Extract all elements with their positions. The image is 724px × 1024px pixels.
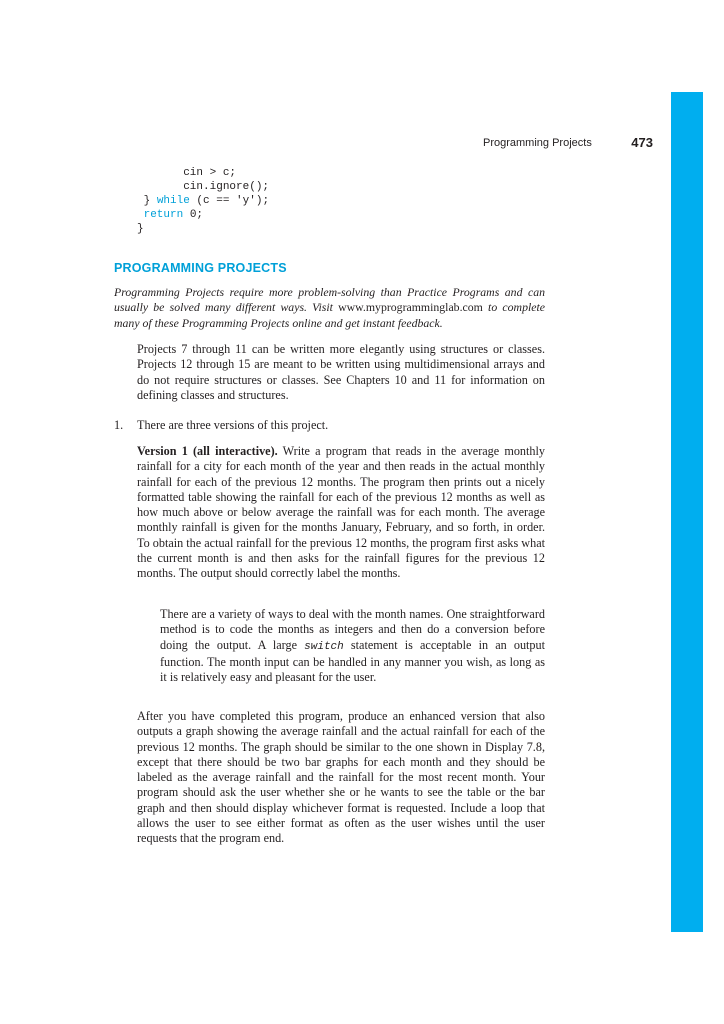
code-line-1: cin > c;	[137, 167, 237, 179]
code-keyword-return: return	[143, 209, 184, 221]
version-1-paragraph	[137, 444, 545, 582]
hint-text-2: statement is acceptable in an output function. The month input can be handled in any manner you wish, as long as it is relatively easy and pleasant for the user.	[160, 637, 545, 685]
code-line-3-pre: }	[137, 195, 157, 207]
code-line-3-post: (c == 'y');	[189, 195, 270, 207]
code-line-4	[137, 209, 203, 221]
month-names-hint	[160, 607, 545, 685]
code-line-5: }	[137, 223, 144, 235]
section-intro	[114, 285, 545, 331]
project-first-line: There are three versions of this project.	[137, 418, 329, 432]
version-1-text: Write a program that reads in the average monthly rainfall for a city for each month of the year and then reads in the actual monthly rainfall for each of the previous 12 months. The program then prints out a nicely formatted table showing the rainfall for each of the previous 12 months as well as how much above or below average the rainfall was for each month. The average monthly rainfall is given for the months January, February, and so forth, in order. To obtain the actual rainfall for the previous 12 months, the program first asks what the current month is and then asks for the rainfall figures for the previous 12 months. The output should correctly label the months.	[137, 444, 545, 581]
intro-text-2: to complete many of these Programming Projects online and get instant feedback.	[114, 300, 546, 330]
code-line-4-pre	[137, 209, 144, 221]
code-keyword-while: while	[156, 195, 190, 207]
intro-text-1: Programming Projects require more problem-solving than Practice Programs and can usually be solved many different ways. Visit	[114, 285, 545, 315]
enhanced-version-paragraph: After you have completed this program, produce an enhanced version that also outputs a graph showing the average rainfall and the actual rainfall for each of the previous 12 months. The graph should be similar to the one shown in Display 7.8, except that there should be two bar graphs for each month and they should be labeled as the average rainfall and the rainfall for the most recent month. Your program should ask the user whether she or he wants to see the table or the bar graph and then should display whichever format is requested. Include a loop that allows the user to see either format as often as the user wishes until the user requests that the program end.	[137, 709, 545, 846]
page-number: 473	[631, 135, 653, 150]
code-line-3	[137, 195, 269, 207]
chapter-side-tab	[671, 92, 703, 932]
code-line-2: cin.ignore();	[137, 181, 270, 193]
running-head-title: Programming Projects	[483, 137, 592, 149]
hint-code-switch: switch	[304, 640, 344, 653]
intro-url: www.myprogramminglab.com	[338, 300, 483, 315]
project-number: 1.	[114, 418, 124, 432]
section-heading: PROGRAMMING PROJECTS	[114, 261, 287, 275]
code-line-4-post: 0;	[183, 209, 204, 221]
code-snippet	[137, 166, 269, 236]
version-1-label: Version 1 (all interactive).	[137, 444, 278, 458]
hint-text-1: There are a variety of ways to deal with the month names. One straightforward method is to code the months as integers and then do a conversion before doing the output. A large	[160, 607, 545, 652]
projects-note: Projects 7 through 11 can be written more elegantly using structures or classes. Projects 12 through 15 are meant to be written using multidimensional arrays and do not require structures or classes. See Chapters 10 and 11 for information on defining classes and structures.	[137, 342, 545, 402]
